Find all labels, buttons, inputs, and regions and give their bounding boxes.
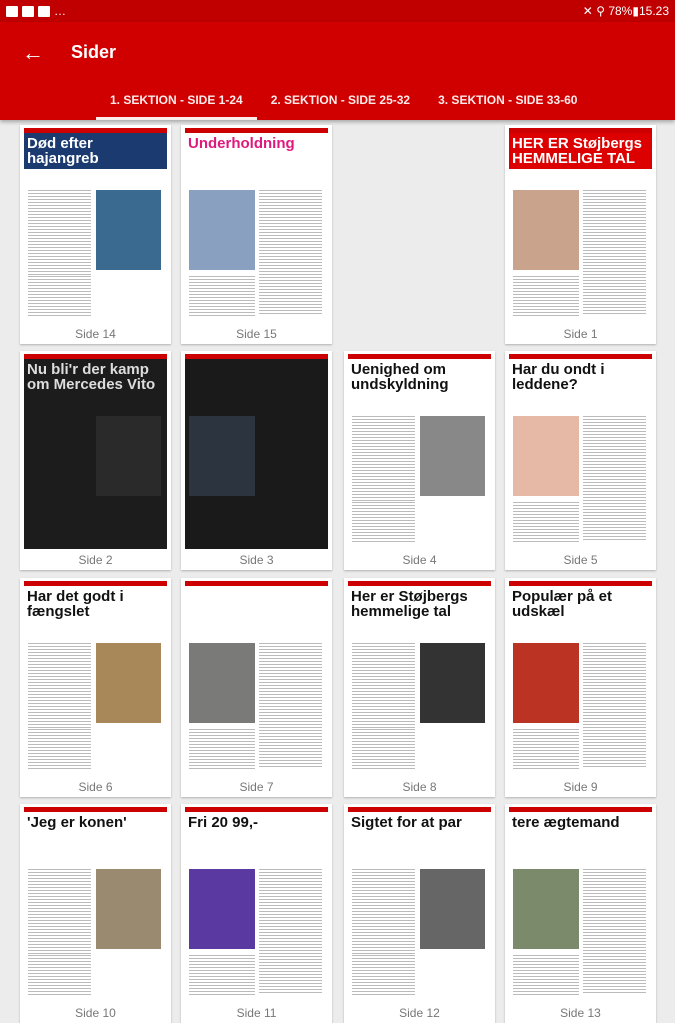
page-label: Side 5 — [563, 553, 598, 567]
page-label: Side 15 — [236, 327, 277, 341]
page-preview-image — [348, 581, 491, 776]
page-label: Side 10 — [75, 1006, 116, 1020]
notification-icon — [6, 6, 18, 17]
page-text-columns — [352, 502, 415, 542]
page-thumbnail-card[interactable] — [20, 125, 171, 344]
page-thumbnail-card[interactable] — [20, 351, 171, 570]
page-text-columns — [583, 643, 646, 768]
page-headline: Har det godt i fængslet — [24, 586, 167, 622]
page-preview-image — [185, 128, 328, 323]
page-text-columns — [28, 955, 91, 995]
page-label: Side 4 — [402, 553, 437, 567]
page-text-columns — [259, 643, 322, 768]
page-thumbnail-card[interactable] — [344, 578, 495, 797]
page-headline: Har du ondt i leddene? — [509, 359, 652, 395]
page-thumbnail-card[interactable] — [181, 125, 332, 344]
battery-level: 78% — [608, 4, 633, 18]
page-headline: Nu bli'r der kamp om Mercedes Vito — [24, 359, 167, 395]
tab-section-2[interactable]: 2. SEKTION - SIDE 25-32 — [270, 93, 411, 107]
page-preview-image — [24, 581, 167, 776]
page-thumbnail-card[interactable] — [505, 804, 656, 1023]
page-photo — [513, 416, 579, 496]
more-notifications-icon: … — [54, 4, 66, 18]
page-thumbnail-card[interactable] — [20, 804, 171, 1023]
status-bar — [0, 0, 675, 22]
page-label: Side 13 — [560, 1006, 601, 1020]
page-preview-image — [509, 807, 652, 1002]
page-photo — [96, 416, 162, 496]
page-thumbnail-card[interactable] — [344, 804, 495, 1023]
page-text-columns — [259, 869, 322, 994]
mute-icon: ✕ — [582, 4, 593, 18]
page-photo — [513, 643, 579, 723]
page-text-columns — [583, 416, 646, 541]
page-title: Sider — [71, 42, 117, 62]
page-thumbnail-card[interactable] — [181, 351, 332, 570]
page-preview-image — [509, 354, 652, 549]
page-label: Side 8 — [402, 780, 437, 794]
page-headline: Her er Støjbergs hemmelige tal — [348, 586, 491, 622]
page-thumbnail-card[interactable] — [20, 578, 171, 797]
page-preview-image — [185, 807, 328, 1002]
notification-icon — [22, 6, 34, 17]
page-thumbnail-card[interactable] — [344, 351, 495, 570]
page-photo — [96, 643, 162, 723]
page-text-columns — [28, 729, 91, 769]
page-photo — [420, 416, 486, 496]
page-label: Side 14 — [75, 327, 116, 341]
page-preview-image — [24, 354, 167, 549]
page-headline — [185, 586, 328, 592]
page-label: Side 6 — [78, 780, 113, 794]
page-thumbnail-card[interactable] — [505, 125, 656, 344]
app-bar — [0, 22, 675, 120]
page-photo — [420, 643, 486, 723]
back-arrow-icon[interactable]: ← — [22, 40, 44, 65]
page-label: Side 3 — [239, 553, 274, 567]
page-photo — [96, 869, 162, 949]
clock: 15.23 — [638, 4, 669, 18]
page-label: Side 2 — [78, 553, 113, 567]
page-label: Side 1 — [563, 327, 598, 341]
page-preview-image — [185, 581, 328, 776]
page-text-columns — [352, 955, 415, 995]
page-preview-image — [24, 807, 167, 1002]
page-text-columns — [352, 729, 415, 769]
wifi-icon: ⚲ — [596, 4, 605, 18]
page-headline: HER ER Støjbergs HEMMELIGE TAL — [509, 133, 652, 169]
page-photo — [189, 643, 255, 723]
page-label: Side 11 — [236, 1006, 277, 1020]
page-photo — [189, 190, 255, 270]
page-preview-image — [348, 807, 491, 1002]
page-headline: Sigtet for at par — [348, 812, 491, 833]
page-photo — [189, 869, 255, 949]
tab-section-3[interactable]: 3. SEKTION - SIDE 33-60 — [438, 93, 578, 107]
page-photo — [513, 869, 579, 949]
page-text-columns — [259, 190, 322, 315]
page-text-columns — [513, 502, 579, 542]
page-photo — [513, 190, 579, 270]
page-headline: Uenighed om undskyldning — [348, 359, 491, 395]
page-preview-image — [509, 581, 652, 776]
page-headline: Populær på et udskæl — [509, 586, 652, 622]
page-preview-image — [509, 128, 652, 323]
page-photo — [96, 190, 162, 270]
page-photo — [420, 869, 486, 949]
section-tabs — [96, 88, 591, 120]
page-text-columns — [513, 729, 579, 769]
page-preview-image — [185, 354, 328, 549]
page-thumbnail-card[interactable] — [505, 351, 656, 570]
notification-icon — [38, 6, 50, 17]
page-preview-image — [348, 354, 491, 549]
page-text-columns — [583, 869, 646, 994]
page-headline: Underholdning — [185, 133, 328, 154]
battery-icon: ▮ — [632, 4, 639, 18]
page-headline: 'Jeg er konen' — [24, 812, 167, 833]
tab-section-1[interactable]: 1. SEKTION - SIDE 1-24 — [96, 88, 257, 120]
page-thumbnail-card[interactable] — [181, 578, 332, 797]
page-label: Side 12 — [399, 1006, 440, 1020]
page-text-columns — [513, 955, 579, 995]
page-preview-image — [24, 128, 167, 323]
page-thumbnail-card[interactable] — [505, 578, 656, 797]
page-photo — [189, 416, 255, 496]
page-text-columns — [28, 276, 91, 316]
page-label: Side 9 — [563, 780, 598, 794]
page-headline: tere ægtemand — [509, 812, 652, 833]
page-text-columns — [189, 729, 255, 769]
page-thumbnail-card[interactable] — [181, 804, 332, 1023]
page-label: Side 7 — [239, 780, 274, 794]
page-text-columns — [513, 276, 579, 316]
page-headline: Død efter hajangreb — [24, 133, 167, 169]
page-text-columns — [583, 190, 646, 315]
page-text-columns — [189, 276, 255, 316]
page-headline: Fri 20 99,- — [185, 812, 328, 833]
page-text-columns — [189, 955, 255, 995]
page-headline — [185, 359, 328, 365]
